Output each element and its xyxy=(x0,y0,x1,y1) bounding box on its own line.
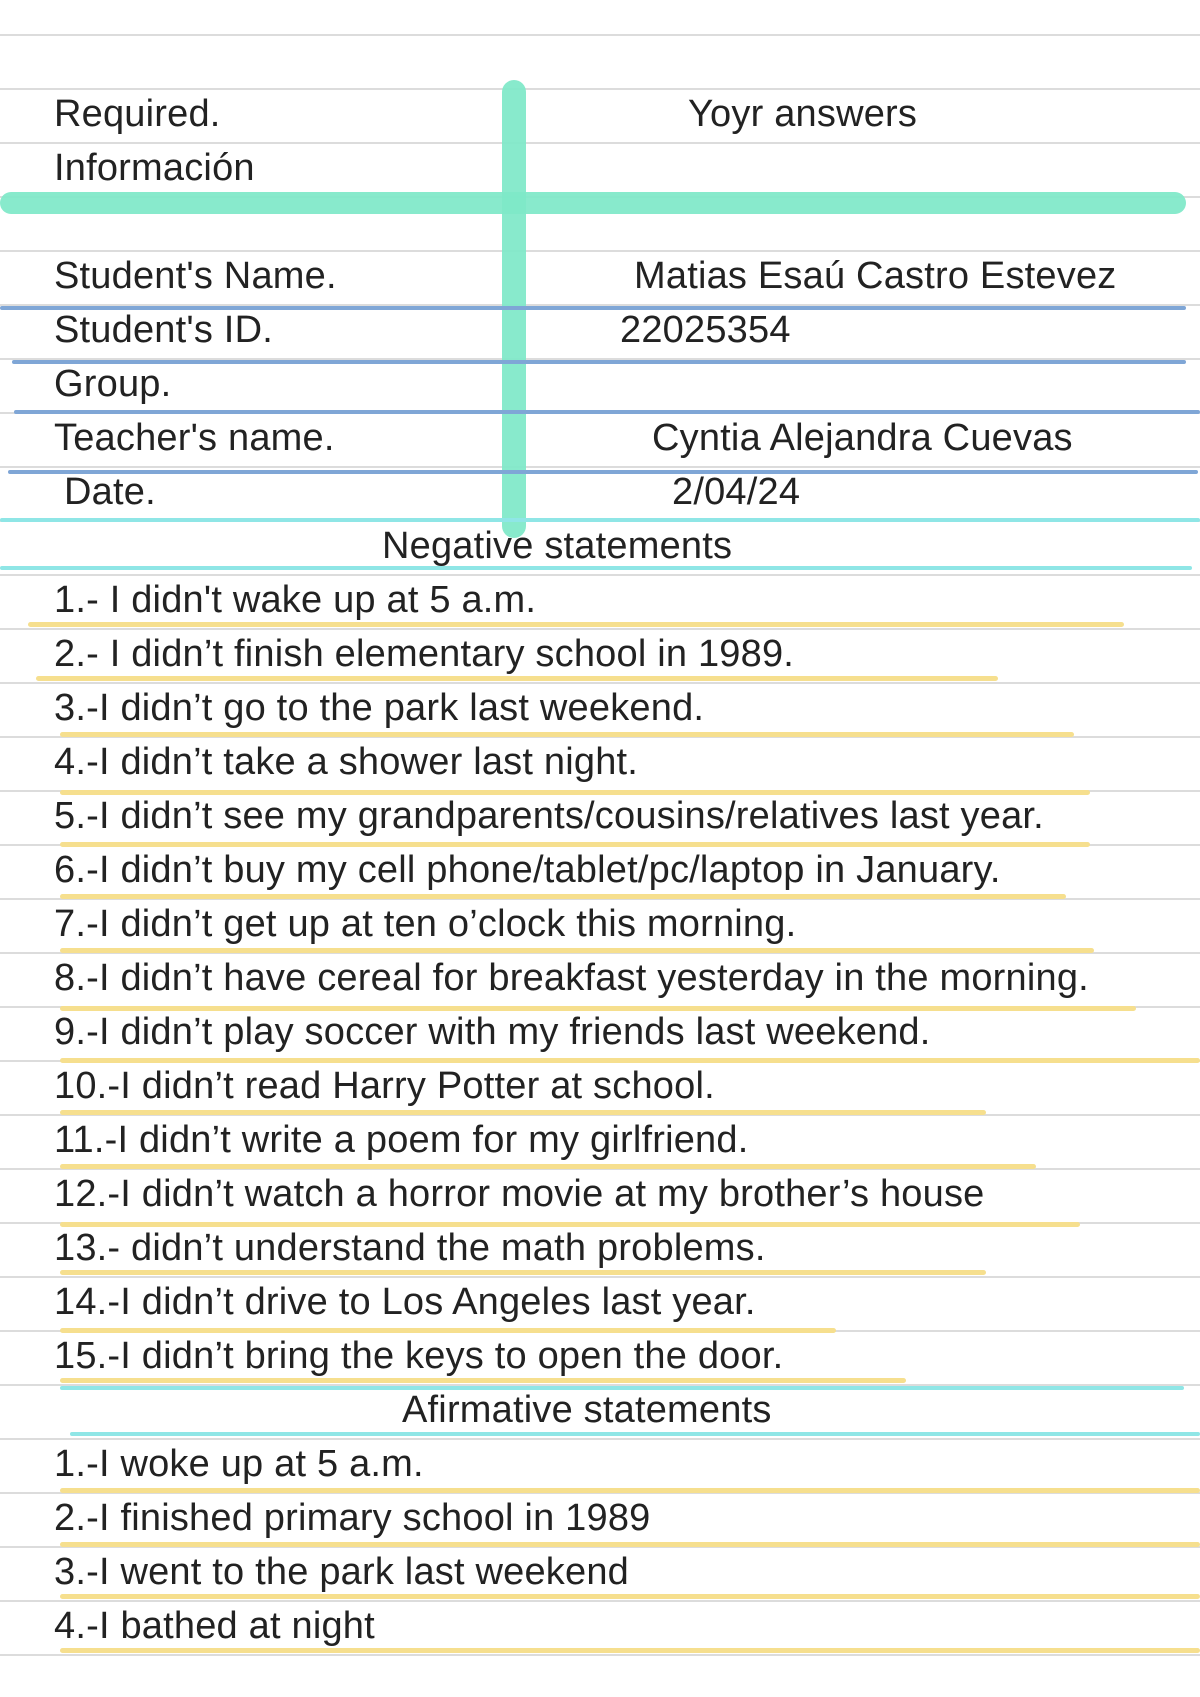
teal-horizontal-highlight xyxy=(0,192,1186,214)
blue-underline xyxy=(8,470,1198,474)
blue-underline xyxy=(14,410,1200,414)
ruled-line xyxy=(0,142,1200,144)
cyan-underline xyxy=(0,518,1200,522)
list-item: 12.-I didn’t watch a horror movie at my brother’s house xyxy=(54,1173,985,1215)
student-name-label: Student's Name. xyxy=(54,255,337,297)
yellow-underline xyxy=(60,1164,1036,1169)
list-item: 1.-I woke up at 5 a.m. xyxy=(54,1443,424,1485)
ruled-line xyxy=(0,1654,1200,1656)
ruled-line xyxy=(0,574,1200,576)
info-label: Información xyxy=(54,147,255,189)
student-name-value: Matias Esaú Castro Estevez xyxy=(634,255,1117,297)
yellow-underline xyxy=(60,894,1066,899)
list-item: 11.-I didn’t write a poem for my girlfriend. xyxy=(54,1119,749,1161)
teacher-name-value: Cyntia Alejandra Cuevas xyxy=(652,417,1073,459)
list-item: 3.-I didn’t go to the park last weekend. xyxy=(54,687,705,729)
list-item: 6.-I didn’t buy my cell phone/tablet/pc/laptop in January. xyxy=(54,849,1001,891)
yellow-underline xyxy=(60,1488,1200,1493)
list-item: 9.-I didn’t play soccer with my friends last weekend. xyxy=(54,1011,931,1053)
yellow-underline xyxy=(60,842,1090,847)
yellow-underline xyxy=(60,1270,986,1275)
student-id-label: Student's ID. xyxy=(54,309,273,351)
yellow-underline xyxy=(60,1378,906,1383)
ruled-line xyxy=(0,466,1200,468)
yellow-underline xyxy=(60,1328,836,1333)
ruled-line xyxy=(0,250,1200,252)
negative-section-title: Negative statements xyxy=(382,525,733,567)
list-item: 2.-I finished primary school in 1989 xyxy=(54,1497,651,1539)
yellow-underline xyxy=(60,1594,1200,1599)
ruled-line xyxy=(0,1438,1200,1440)
cyan-underline xyxy=(70,1432,1200,1436)
yellow-underline xyxy=(36,676,998,681)
ruled-line xyxy=(0,88,1200,90)
list-item: 8.-I didn’t have cereal for breakfast yesterday in the morning. xyxy=(54,957,1089,999)
group-label: Group. xyxy=(54,363,172,405)
date-value: 2/04/24 xyxy=(672,471,801,513)
list-item: 10.-I didn’t read Harry Potter at school. xyxy=(54,1065,715,1107)
list-item: 13.- didn’t understand the math problems. xyxy=(54,1227,766,1269)
yellow-underline xyxy=(60,1110,986,1115)
ruled-line xyxy=(0,628,1200,630)
blue-underline xyxy=(12,360,1186,364)
yellow-underline xyxy=(60,1542,1200,1547)
required-label: Required. xyxy=(54,93,221,135)
list-item: 5.-I didn’t see my grandparents/cousins/relatives last year. xyxy=(54,795,1044,837)
yellow-underline xyxy=(60,1648,1200,1653)
list-item: 7.-I didn’t get up at ten o’clock this morning. xyxy=(54,903,797,945)
list-item: 2.- I didn’t finish elementary school in 1989. xyxy=(54,633,795,675)
yellow-underline xyxy=(60,948,1094,953)
list-item: 14.-I didn’t drive to Los Angeles last year. xyxy=(54,1281,756,1323)
list-item: 4.-I didn’t take a shower last night. xyxy=(54,741,639,783)
student-id-value: 22025354 xyxy=(620,309,791,351)
affirmative-section-title: Afirmative statements xyxy=(402,1389,772,1431)
yellow-underline xyxy=(60,732,1074,737)
teacher-name-label: Teacher's name. xyxy=(54,417,335,459)
list-item: 1.- I didn't wake up at 5 a.m. xyxy=(54,579,537,621)
ruled-line xyxy=(0,682,1200,684)
list-item: 3.-I went to the park last weekend xyxy=(54,1551,630,1593)
answers-label: Yoyr answers xyxy=(688,93,918,135)
list-item: 4.-I bathed at night xyxy=(54,1605,375,1647)
ruled-line xyxy=(0,1600,1200,1602)
yellow-underline xyxy=(60,1058,1200,1063)
date-label: Date. xyxy=(64,471,156,513)
ruled-line xyxy=(0,1276,1200,1278)
list-item: 15.-I didn’t bring the keys to open the door. xyxy=(54,1335,784,1377)
yellow-underline xyxy=(28,622,1124,627)
ruled-line xyxy=(0,34,1200,36)
